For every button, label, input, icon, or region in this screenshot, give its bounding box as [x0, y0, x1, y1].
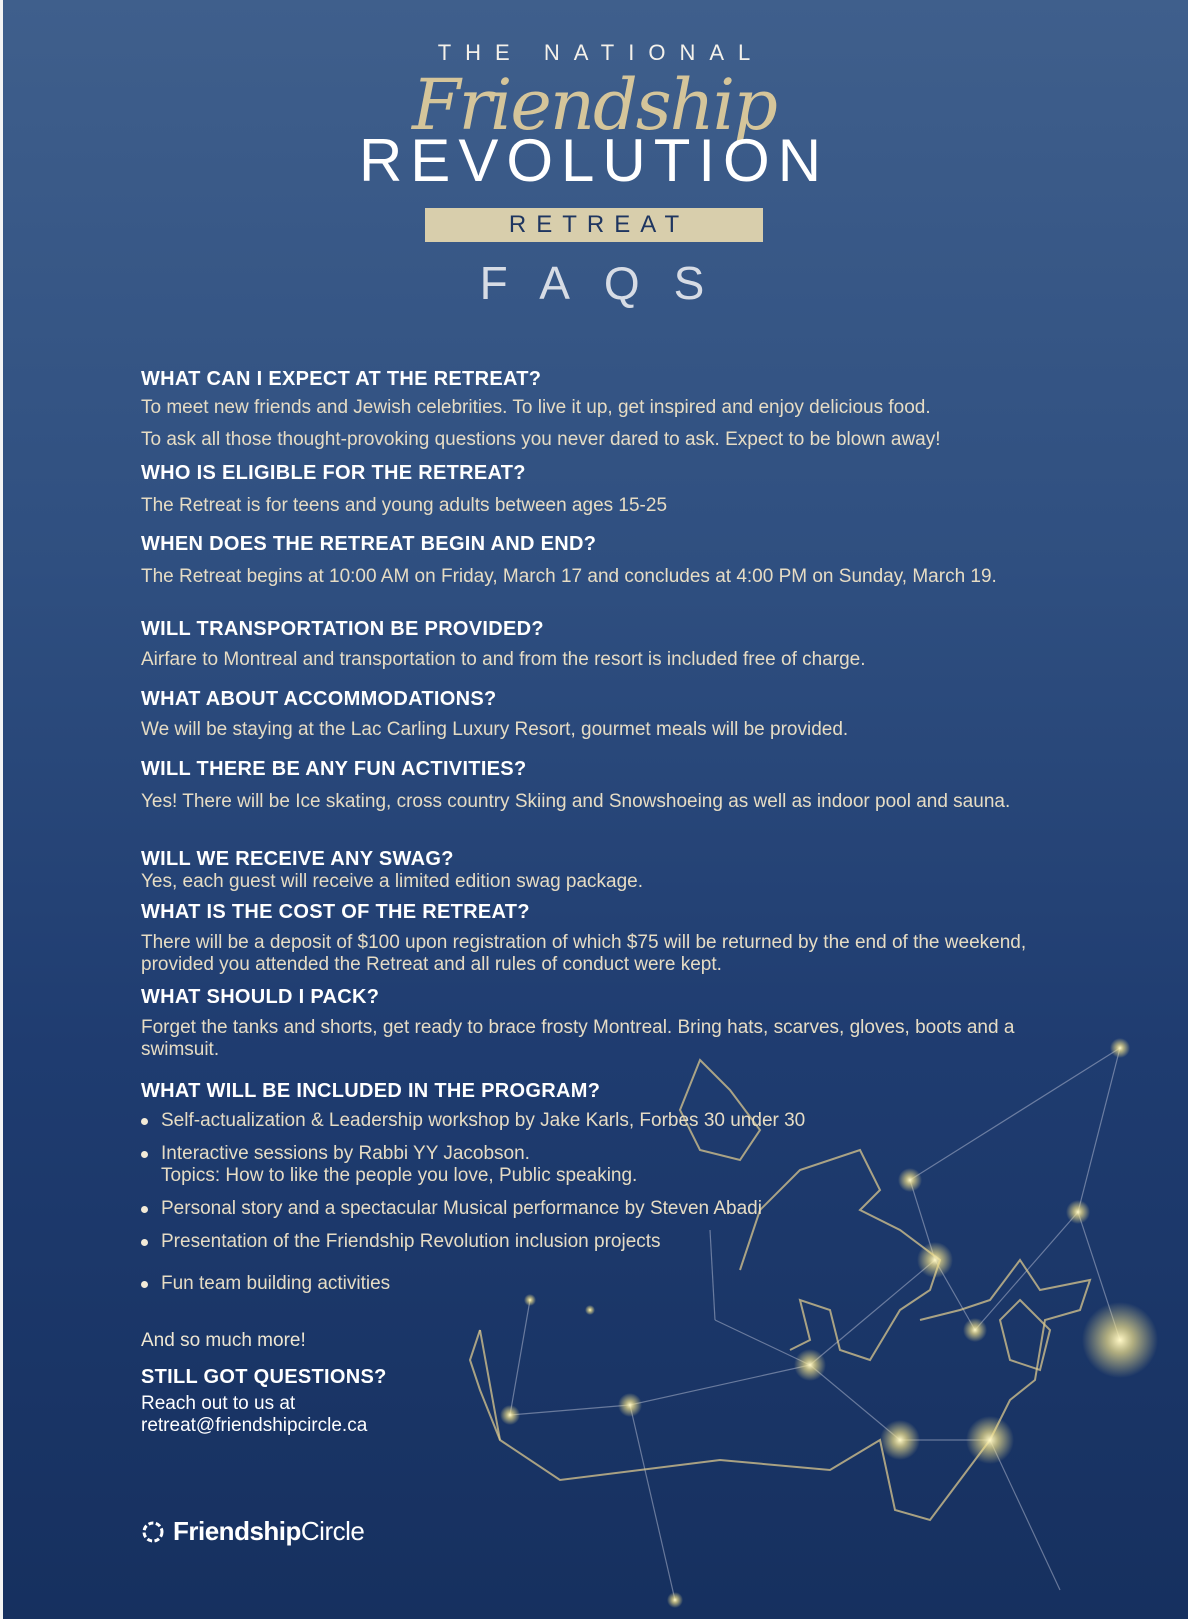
faq-question: WHO IS ELIGIBLE FOR THE RETREAT?: [141, 462, 526, 484]
faq-answer: To meet new friends and Jewish celebrities. To live it up, get inspired and enjoy delicious food.: [141, 397, 931, 418]
program-question: WHAT WILL BE INCLUDED IN THE PROGRAM?: [141, 1080, 601, 1102]
faq-answer: Forget the tanks and shorts, get ready to brace frosty Montreal. Bring hats, scarves, gloves, boots and a swimsuit.: [141, 1017, 1015, 1060]
friendship-circle-logo: [141, 1516, 364, 1547]
faq-answer: The Retreat is for teens and young adults between ages 15-25: [141, 495, 668, 516]
contact-question: STILL GOT QUESTIONS?: [141, 1366, 387, 1388]
program-item: [141, 1143, 637, 1187]
script-title: Friendship: [412, 64, 776, 146]
faqs-title: FAQS: [479, 257, 739, 309]
faq-answer: Yes, each guest will receive a limited edition swag package.: [141, 871, 644, 892]
faq-item: [141, 368, 1081, 451]
program-item: Presentation of the Friendship Revolution inclusion projects: [141, 1231, 661, 1253]
contact-section: [141, 1366, 1081, 1437]
main-title: REVOLUTION: [358, 127, 830, 194]
more-text: [141, 1330, 1081, 1352]
program-section: [141, 1080, 1081, 1294]
program-item-text: Interactive sessions by Rabbi YY Jacobson.: [161, 1143, 530, 1164]
faq-item: [141, 901, 1081, 976]
faq-question: WHAT IS THE COST OF THE RETREAT?: [141, 901, 530, 923]
faq-question: WHAT CAN I EXPECT AT THE RETREAT?: [141, 368, 542, 390]
more-line: And so much more!: [141, 1330, 306, 1351]
faq-question: WHAT ABOUT ACCOMMODATIONS?: [141, 688, 497, 710]
circle-logo-icon: [141, 1520, 165, 1544]
contact-email[interactable]: retreat@friendshipcircle.ca: [141, 1415, 368, 1436]
faq-item: [141, 462, 1081, 517]
logo-text-bold: Friendship: [173, 1516, 301, 1546]
faq-answer: The Retreat begins at 10:00 AM on Friday, March 17 and concludes at 4:00 PM on Sunday, March 19.: [141, 566, 997, 587]
faq-answer: Yes! There will be Ice skating, cross country Skiing and Snowshoeing as well as indoor pool and sauna.: [141, 791, 1011, 812]
faq-question: WILL TRANSPORTATION BE PROVIDED?: [141, 618, 544, 640]
faq-item: [141, 986, 1081, 1061]
program-item-subtext: Topics: How to like the people you love, Public speaking.: [161, 1165, 638, 1186]
program-item: Fun team building activities: [141, 1273, 390, 1295]
program-item: Personal story and a spectacular Musical performance by Steven Abadi: [141, 1198, 762, 1220]
faq-item: [141, 758, 1081, 813]
faq-item: [141, 848, 1081, 893]
logo-text-light: Circle: [300, 1516, 365, 1546]
faq-question: WILL THERE BE ANY FUN ACTIVITIES?: [141, 758, 527, 780]
faq-question: WHEN DOES THE RETREAT BEGIN AND END?: [141, 533, 597, 555]
faq-answer: Airfare to Montreal and transportation to and from the resort is included free of charge.: [141, 649, 866, 670]
logo-text: [173, 1516, 364, 1547]
faq-question: WILL WE RECEIVE ANY SWAG?: [141, 848, 454, 870]
faq-answer: We will be staying at the Lac Carling Luxury Resort, gourmet meals will be provided.: [141, 719, 849, 740]
contact-line: Reach out to us at: [141, 1393, 296, 1414]
faq-item: [141, 688, 1081, 741]
faq-question: WHAT SHOULD I PACK?: [141, 986, 380, 1008]
pre-title: THE NATIONAL: [437, 40, 765, 65]
program-item: Self-actualization & Leadership workshop by Jake Karls, Forbes 30 under 30: [141, 1110, 805, 1132]
faq-item: [141, 533, 1081, 588]
header: [0, 40, 1188, 310]
faq-item: [141, 618, 1081, 671]
retreat-badge: RETREAT: [425, 208, 763, 242]
faq-answer: There will be a deposit of $100 upon registration of which $75 will be returned by the end of the weekend, provided you attended the Retreat and all rules of conduct were kept.: [141, 932, 1027, 975]
faq-answer-2: To ask all those thought-provoking questions you never dared to ask. Expect to be blown away!: [141, 429, 941, 450]
